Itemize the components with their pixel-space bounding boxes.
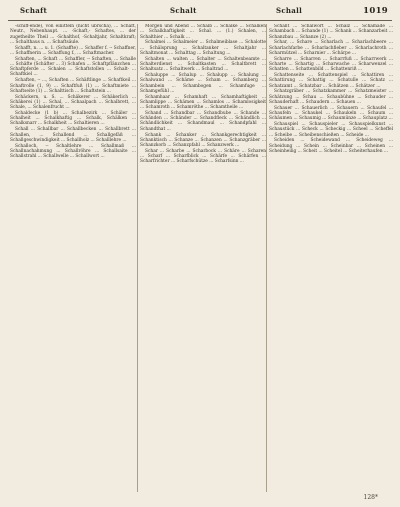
paragraph: Schafft, n. ... u. 1. (Schaffte) ... Schaffer f. -- Schaffner, ... Schaffnerin ... Schaffung f., ... Schaftmacher. xyxy=(10,45,136,56)
paragraph: Schattenseite ... Schattenspiel ... Schattiren ... Schattirung ... Schattig ... Schatulle ... Schatz ... Schatzamt ... Schatzbar ... Schätzen ... Schätzer ... xyxy=(269,73,393,89)
paragraph: Schaften, ... Schaft ... Schaffler, -- Schaften, ... Schalle ... Schäfte (Schäfter ... 3) Schafen ... Schaftpflänzchen ... Schaftpferde ... Schalen ... Schaftstollen ... Schalt- ... Schaftkiel ... xyxy=(10,56,136,78)
paragraph: Schaften, -- ..., Schaften ... Schäftlinge ... Schaftkeil ... Schaftrolle (1, 9) ... Schaftfuß (1) ... Schaftmiete ... Schaftseite (1) ... Schalttisch ... Schaftstein ... xyxy=(10,78,136,94)
paragraph: Schaluppe ... Schalup ... Schalupp ... Schalung ... Schalwand ... Schäme ... Scham ... Schamberg ... Schambein ... Schambogen ... Schamfuge ... Schamgefühl ... xyxy=(140,73,266,94)
paragraph: Schaldecke (1 b) ... Schalbezirk ... Schäler ... Schalheit ... Schalkhaftig ... Schalk, Schälken ... Schalksnarr ... Schalkheit ... Schaltieren ... xyxy=(10,110,136,127)
paragraph: Schatzgräber ... Schatzkammer ... Schatzmeister ... Schätzung ... Schau ... Schaubühne ... Schauder ... Schauderhaft ... Schaudern ... Schauen ... xyxy=(269,89,393,105)
paragraph: Schalten ... walten ... Schalter ... Schaltenbeamte ... Schalterdienst ... Schaltkasten ... Schaltbrett ... Schaltsatz ... Schaltwerk ... Schaltrad ... xyxy=(140,56,266,73)
column-divider xyxy=(137,24,138,492)
text-column-3 xyxy=(269,24,393,492)
paragraph: Schauer ... Schauerlich ... Schauern ... Schaufel ... Schaufeln ... Schaukel ... Schaukeln ... Schaum ... Schäumen ... Schaumig ... Schaumünze ... Schauplatz ... xyxy=(269,105,393,122)
paragraph: Schalloch, -- Schaltlehre ... Schallmaß ... Schallnachahmung ... Schallröhre ... Schallsaite ... Schallstrahl ... Schallwelle ... Schallwort ... xyxy=(10,143,136,160)
paragraph: Schalmei ... Schalmeier ... Schalmeiblase ... Schalotte ... Schälsprung ... Schaltanker ... Schaltjahr ... Schaltmonat ... Schalttag ... Schaltung ... xyxy=(140,40,266,56)
paragraph: Schamhaar ... Schamhaft ... Schamhaftigkeit ... Schamlippe ... Schämen ... Schamlos ... Schamlosigkeit ... Schamroth ... Schamröthe ... Schamtheile ... xyxy=(140,94,266,111)
header-catchword-right: Schall xyxy=(276,6,303,15)
paragraph: -schiff-ende), von einitteln (nicht übrscha), ... Schaft, Neutr., Nebenhaupt. ... -Schaft,- Schaftes, ... der zugetheilte Theil ... -Schalthof, -Schaltjahr, Schaltkraft; ... Schalthaus n. ... Schaftsäule. xyxy=(10,24,136,45)
paragraph: Schauspiel ... Schauspieler ... Schauspielkunst ... Schaustück ... Scheck ... Scheckig ... Scheel ... Scheffel ... Scheibe ... Scheibenschießen ... Scheide ... xyxy=(269,122,393,138)
paragraph: Scheiden ... Scheidewand ... Scheideweg ... Scheidung ... Schein ... Scheinbar ... Scheinen ... Scheinheilig ... Scheit ... Scheitel ... Scheiterhaufen ... xyxy=(269,138,393,154)
header-catchword-left: Schaft xyxy=(20,6,47,15)
paragraph: Schar, ... Schare ... Scharlach ... Scharlachbeere ... Scharlachfarbe ... Scharlachfieber ... Scharlachroth ... Scharmützel ... Scharnier ... Schärpe ... xyxy=(269,40,393,56)
paragraph: Schar ... Scharbe ... Scharbock ... Schäre ... Scharen ... Scharf ... Scharfblick ... Schärfe ... Schärfen ... Scharfrichter ... Scharfschütze ... Scharfsinn ... xyxy=(140,148,266,165)
text-column-1 xyxy=(10,24,136,492)
paragraph: Scharre ... Scharren ... Scharrfuß ... Scharrwerk ... Scharte ... Schartig ... Scharwache ... Scharwenzel ... Schatten ... Schattenbild ... Schattenriß ... xyxy=(269,56,393,73)
printer-signature: 128* xyxy=(363,494,378,501)
paragraph: Schäckern, u. S. ... Schäkerer ... Schäkerlich ... Schäkerei (1) ... Schal, ... Schaalpach ... Schalbrett, ... Schale, ... Schalenfrucht ... xyxy=(10,94,136,111)
paragraph: Schank ... Schanker ... Schankgerechtigkeit ... Schanktisch ... Schanze ... Schanzen ... Schanzgräber ... Schanzkorb ... Schanzpfahl ... Schanzwerk ... xyxy=(140,132,266,149)
paragraph: Schand ... Schandbar ... Schandbube ... Schande ... Schänden ... Schänder ... Schandfleck ... Schändlich ... Schändlichkeit ... Schandmaul ... Schandpfahl ... Schandthat ... xyxy=(140,110,266,132)
text-column-2 xyxy=(140,24,266,492)
page-number: 1019 xyxy=(363,6,388,16)
paragraph: Schallt ... Schalwort ... Schalz ... Schamade ... Schambach ... Schande (1) ... Schank ... Schanzarbeit ... Schanzbau ... Schanze (2) ... xyxy=(269,24,393,40)
header-rule xyxy=(8,20,392,21)
page-header xyxy=(6,6,392,20)
paragraph: Morgen und Abend ... Schalb ... Schalke ... Schalken ... Schalkhaftigkeit ... Schal. ... (1.) Schalen, ... Schalthier ... Schalk ... xyxy=(140,24,266,40)
header-catchword-middle: Schalt xyxy=(170,6,197,15)
paragraph: Schall ... Schallbar ... Schallbecken ... Schallbrett ... Schallen, ... Schallend ... Schallgefäß ... Schallgeschwindigkeit ... Schallholz ... Schalllehre ... xyxy=(10,127,136,143)
column-divider xyxy=(266,24,267,492)
